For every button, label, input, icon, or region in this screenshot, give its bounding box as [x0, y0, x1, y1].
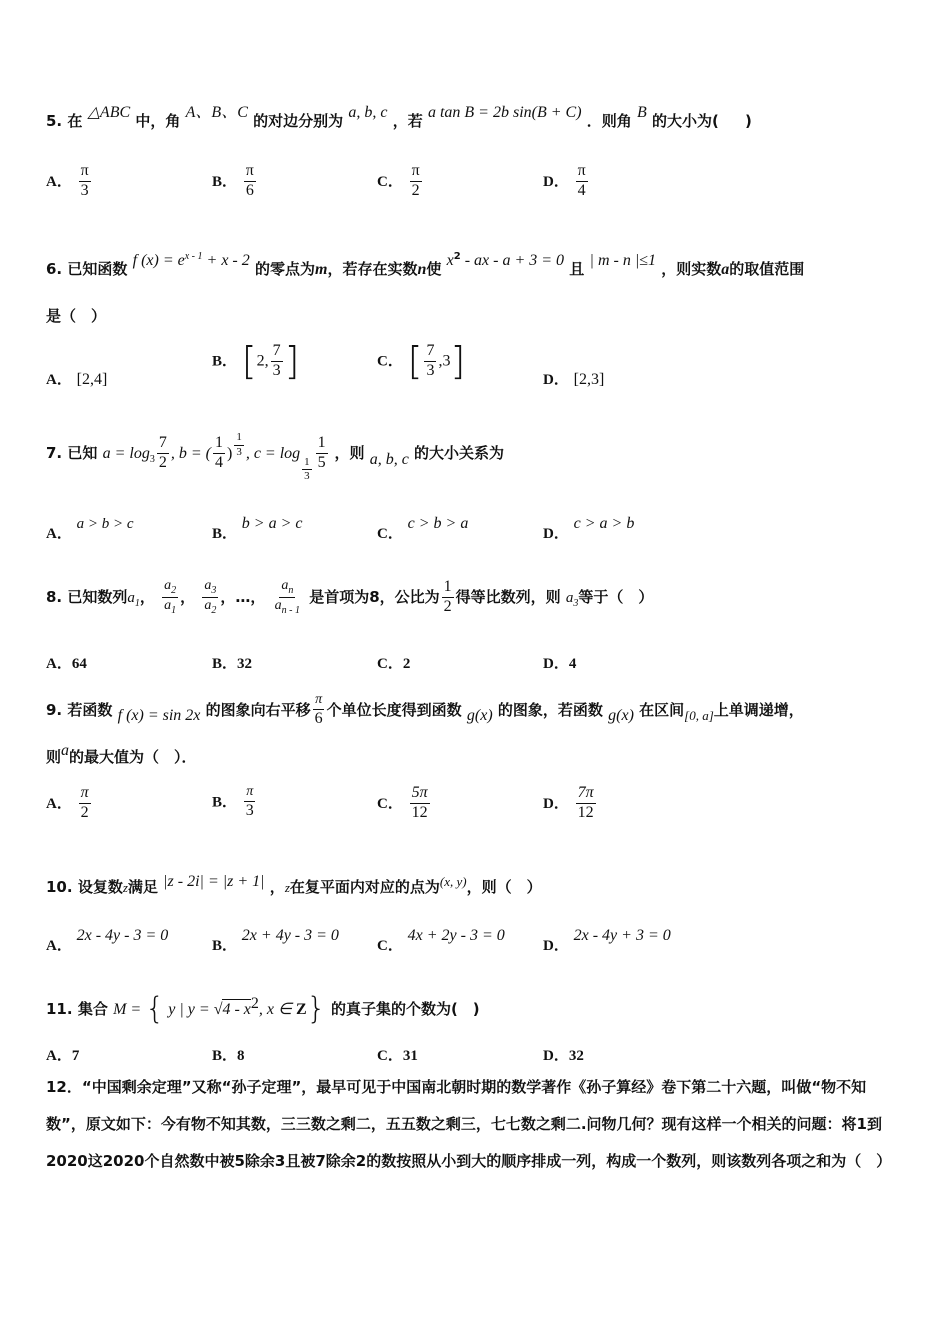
- fraction: $\frac{7}{3}$: [426, 341, 435, 379]
- q8-option-a[interactable]: A．64: [46, 656, 87, 672]
- fraction: $\frac{a_3}{a_2}$: [204, 577, 217, 616]
- set-expression: M = { y | $y = √4 - x^2$, x ∈ Z}: [113, 991, 326, 1027]
- fraction: $\frac{\pi}{4}$: [577, 162, 586, 199]
- q5-option-b[interactable]: B． $\frac{\pi}{6}$: [212, 162, 254, 199]
- q11-option-a[interactable]: A．7: [46, 1048, 80, 1064]
- fraction: $\frac{\pi}{6}$: [314, 692, 323, 727]
- q7-option-d[interactable]: D． c > a > b: [543, 515, 635, 542]
- q6-option-b[interactable]: B． [2, $\frac{7}{3}$ ]: [212, 339, 300, 383]
- fraction: $\frac{\pi}{6}$: [245, 162, 254, 199]
- fraction: $\frac{\pi}{2}$: [411, 162, 420, 199]
- q8-option-c[interactable]: C．2: [377, 656, 411, 672]
- q10-option-a[interactable]: A． 2x - 4y - 3 = 0: [46, 927, 169, 954]
- q5-option-d[interactable]: D． $\frac{\pi}{4}$: [543, 162, 586, 199]
- q6-option-c[interactable]: C． [ $\frac{7}{3}$ ,3]: [377, 339, 466, 383]
- question-12: 12．“中国剩余定理”又称“孙子定理”，最早可见于中国南北朝时期的数学著作《孙子算经》卷下第二十六题，叫做“物不知数”，原文如下：今有物不知其数，三三数之剩二，五五数之剩三，七七数之剩二.问物几何？现有这样一个相关的问题：将1到2020这2020个自然数中被5除余3且被7除余2的数按照从小到大的顺序排成一列，构成一个数列，则该数列各项之和为（ ）: [46, 1078, 892, 1170]
- fraction: $\frac{\pi}{2}$: [80, 784, 89, 821]
- fraction: $\frac{7\pi}{12}$: [577, 784, 594, 821]
- question-11: 11. 集合 M = { y | $y = √4 - x^2$, x ∈ Z} 的真子集的个数为( ): [46, 991, 480, 1027]
- q10-option-d[interactable]: D． 2x - 4y + 3 = 0: [543, 927, 671, 954]
- q9-option-b[interactable]: B． $\frac{\pi}{3}$: [212, 784, 254, 819]
- q8-option-d[interactable]: D．4: [543, 656, 577, 672]
- fraction: $\frac{7}{3}$: [272, 341, 281, 379]
- question-8: 8. 已知数列$a_1$， $\frac{a_2}{a_1}$ ， $\frac{a_3}{a_2}$ ，…， $\frac{a_n}{a_{n - 1}}$ 是首项为8，公比为 $\frac{1}{2}$ 得等比数列，则 $a_3$等于（ ）: [46, 577, 654, 616]
- q8-option-b[interactable]: B．32: [212, 656, 253, 672]
- q11-option-c[interactable]: C．31: [377, 1048, 418, 1064]
- fraction: $\frac{a_2}{a_1}$: [164, 577, 177, 616]
- question-9-line2: 则a的最大值为（ ）．: [46, 742, 197, 766]
- fraction: $\frac{5\pi}{12}$: [411, 784, 428, 821]
- q6-option-d[interactable]: D． [2,3]: [543, 371, 605, 388]
- question-6-line2: 是（ ）: [46, 307, 107, 325]
- q9-option-d[interactable]: D． $\frac{7\pi}{12}$: [543, 784, 594, 821]
- q11-option-d[interactable]: D．32: [543, 1048, 584, 1064]
- question-9: 9. 若函数 f (x) = sin 2x 的图象向右平移 $\frac{\pi}{6}$ 个单位长度得到函数 g(x) 的图象，若函数 g(x) 在区间[0, a]上单调递增，: [46, 692, 804, 727]
- fraction: $\frac{\pi}{3}$: [245, 784, 254, 819]
- q9-option-a[interactable]: A． $\frac{\pi}{2}$: [46, 784, 89, 821]
- q7-option-a[interactable]: A． a > b > c: [46, 516, 134, 542]
- question-10: 10. 设复数z满足 |z - 2i| = |z + 1| ，z在复平面内对应的点为(x, y)，则（ ）: [46, 873, 542, 896]
- fraction: $\frac{\pi}{3}$: [80, 162, 89, 199]
- q10-option-b[interactable]: B． 2x + 4y - 3 = 0: [212, 927, 339, 954]
- q11-option-b[interactable]: B．8: [212, 1048, 245, 1064]
- q9-option-c[interactable]: C． $\frac{5\pi}{12}$: [377, 784, 428, 821]
- q10-option-c[interactable]: C． 4x + 2y - 3 = 0: [377, 927, 505, 954]
- q5-option-a[interactable]: A． $\frac{\pi}{3}$: [46, 162, 89, 199]
- question-5: 5. 在 △ABC 中，角 A、B、C 的对边分别为 a, b, c ，若 a tan B = 2b sin(B + C) ．则角 B 的大小为( ): [46, 104, 752, 130]
- question-7: 7. 已知 $a = \log_3$ $\frac{7}{2}$ , b = ( $\frac{1}{4}$ ) $\frac{1}{3}$ , c = log $\frac{1}{3}$ $\frac{1}{5}$ ，则 a, b, c 的大小关系为: [46, 431, 505, 483]
- q7-expression: $a = \log_3$ $\frac{7}{2}$ , b = ( $\frac{1}{4}$ ) $\frac{1}{3}$ , c = log $\frac{1}{3}$ $\frac{1}{5}$: [102, 431, 326, 483]
- fraction: $\frac{1}{2}$: [443, 578, 452, 615]
- q7-option-c[interactable]: C． c > b > a: [377, 515, 469, 542]
- q6-option-a[interactable]: A． [2,4]: [46, 371, 108, 388]
- q7-option-b[interactable]: B． b > a > c: [212, 515, 303, 542]
- fraction: $\frac{a_n}{a_{n - 1}}$: [274, 577, 300, 616]
- q5-option-c[interactable]: C． $\frac{\pi}{2}$: [377, 162, 420, 199]
- question-6: 6. 已知函数 f $(x) = e^{x - 1} + x - 2$ 的零点为m，若存在实数n使 $x^2$ - ax - a + 3 = 0 且 | m - n |≤1 ，则实数a的取值范围: [46, 251, 805, 278]
